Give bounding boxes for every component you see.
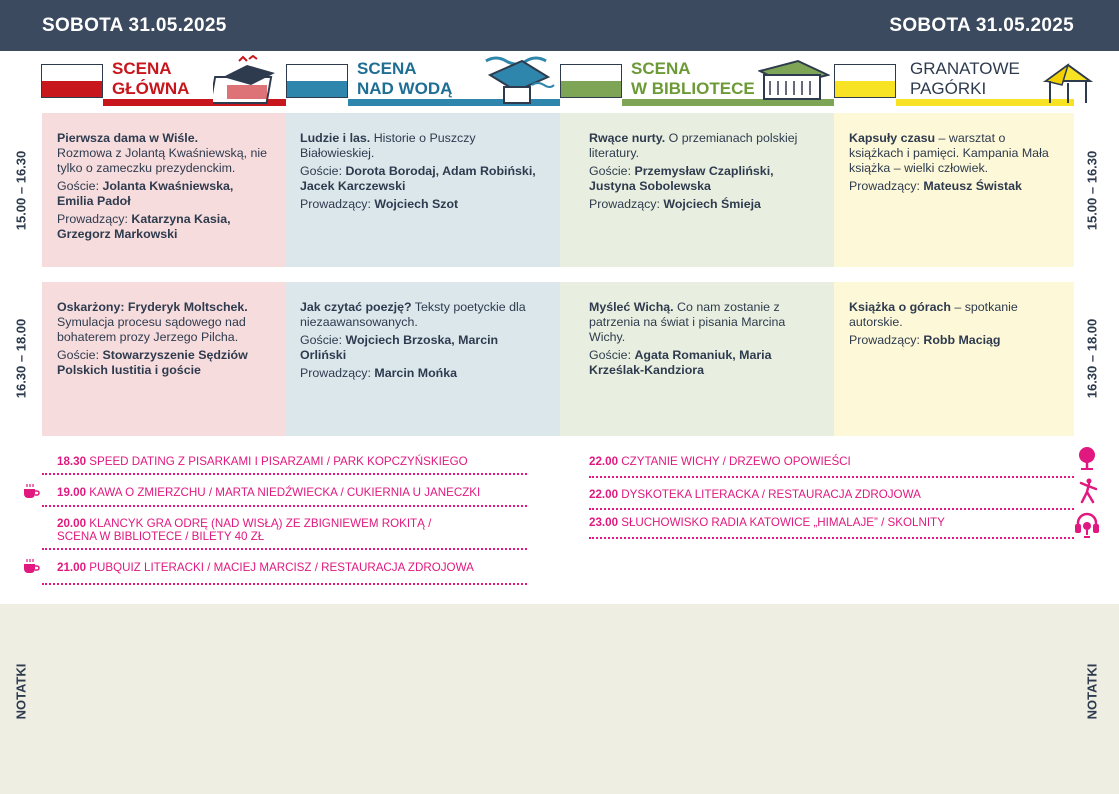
stage-header-nad-woda — [286, 55, 560, 109]
dotted-separator — [589, 537, 1074, 539]
dotted-separator — [42, 583, 527, 585]
program-cell: Ludzie i las. Historie o Puszczy Białowieskiej. Goście: Dorota Borodaj, Adam Robiński, Jacek Karczewski Prowadzący: Wojciech Szot — [285, 113, 560, 267]
program-cell: Oskarżony: Fryderyk Moltschek. Symulacja procesu sądowego nad bohaterem prozy Jerzego Pilcha. Goście: Stowarzyszenie Sędziów Polskich Iustitia i goście — [42, 282, 285, 436]
headphones-icon — [1074, 510, 1100, 538]
program-cell: Rwące nurty. O przemianach polskiej literatury. Goście: Przemysław Czapliński, Justyna Sobolewska Prowadzący: Wojciech Śmieja — [560, 113, 834, 267]
tent-icon — [1042, 55, 1094, 107]
top-bar — [0, 0, 1119, 51]
date-right: SOBOTA 31.05.2025 — [889, 15, 1074, 36]
dotted-separator — [42, 473, 527, 475]
dancer-icon — [1077, 478, 1099, 504]
date-left: SOBOTA 31.05.2025 — [42, 15, 227, 36]
flag-yellow — [834, 64, 896, 98]
notes-area[interactable] — [0, 604, 1119, 794]
evening-event: 18.30 SPEED DATING Z PISARKAMI I PISARZAMI / PARK KOPCZYŃSKIEGO — [57, 455, 468, 468]
evening-event: 19.00 KAWA O ZMIERZCHU / MARTA NIEDŹWIECKA / CUKIERNIA U JANECZKI — [57, 486, 481, 499]
dotted-separator — [42, 548, 527, 550]
program-cell: Jak czytać poezję? Teksty poetyckie dla niezaawansowanych. Goście: Wojciech Brzoska, Marcin Orliński Prowadzący: Marcin Mońka — [285, 282, 560, 436]
stage-name: SCENA NAD WODĄ — [357, 59, 453, 98]
stage-header-glowna — [41, 55, 286, 109]
tree-icon — [1075, 446, 1099, 470]
stage-header-biblioteka — [560, 55, 834, 109]
stage-name: SCENA W BIBLIOTECE — [631, 59, 755, 98]
dotted-separator — [589, 508, 1074, 510]
library-building-icon — [758, 55, 830, 107]
program-cell: Pierwsza dama w Wiśle. Rozmowa z Jolantą Kwaśniewską, nie tylko o zameczku prezydenckim. Goście: Jolanta Kwaśniewska, Emilia Padoł Prowadzący: Katarzyna Kasia, Grzegorz Markowski — [42, 113, 285, 267]
evening-event: 21.00 PUBQUIZ LITERACKI / MACIEJ MARCISZ / RESTAURACJA ZDROJOWA — [57, 561, 474, 574]
evening-event: 22.00 DYSKOTEKA LITERACKA / RESTAURACJA ZDROJOWA — [589, 488, 921, 501]
program-cell: Książka o górach – spotkanie autorskie. Prowadzący: Robb Maciąg — [834, 282, 1074, 436]
evening-event: 23.00 SŁUCHOWISKO RADIA KATOWICE „HIMALAJE” / SKOLNITY — [589, 516, 945, 529]
evening-event: 20.00 KLANCYK GRA ODRĘ (NAD WISŁĄ) ZE ZBIGNIEWEM ROKITĄ / SCENA W BIBLIOTECE / BILETY 40 ZŁ — [57, 517, 432, 543]
time-label-slot1-left: 15.00 – 16.30 — [13, 150, 29, 231]
main-stage-icon — [213, 55, 287, 107]
dotted-separator — [589, 476, 1074, 478]
stage-name: SCENA GŁÓWNA — [112, 59, 190, 98]
flag-green — [560, 64, 622, 98]
flag-blue — [286, 64, 348, 98]
coffee-cup-icon — [22, 558, 40, 574]
program-cell: Kapsuły czasu – warsztat o książkach i pamięci. Kampania Mała książka – wielki człowiek. Prowadzący: Mateusz Świstak — [834, 113, 1074, 267]
program-cell: Myśleć Wichą. Co nam zostanie z patrzenia na świat i pisania Marcina Wichy. Goście: Agata Romaniuk, Maria Krześlak-Kandziora — [560, 282, 834, 436]
notes-label-right: NOTATKI — [1084, 663, 1100, 720]
notes-label-left: NOTATKI — [13, 663, 29, 720]
dotted-separator — [42, 505, 527, 507]
coffee-cup-icon — [22, 483, 40, 499]
water-stage-icon — [482, 55, 556, 107]
time-label-slot2-left: 16.30 – 18.00 — [13, 318, 29, 399]
flag-red — [41, 64, 103, 98]
time-label-slot2-right: 16.30 – 18.00 — [1084, 318, 1100, 399]
evening-event: 22.00 CZYTANIE WICHY / DRZEWO OPOWIEŚCI — [589, 455, 851, 468]
stage-name: GRANATOWE PAGÓRKI — [910, 59, 1020, 98]
time-label-slot1-right: 15.00 – 16.30 — [1084, 150, 1100, 231]
stage-header-granatowe-pagorki — [834, 55, 1094, 109]
